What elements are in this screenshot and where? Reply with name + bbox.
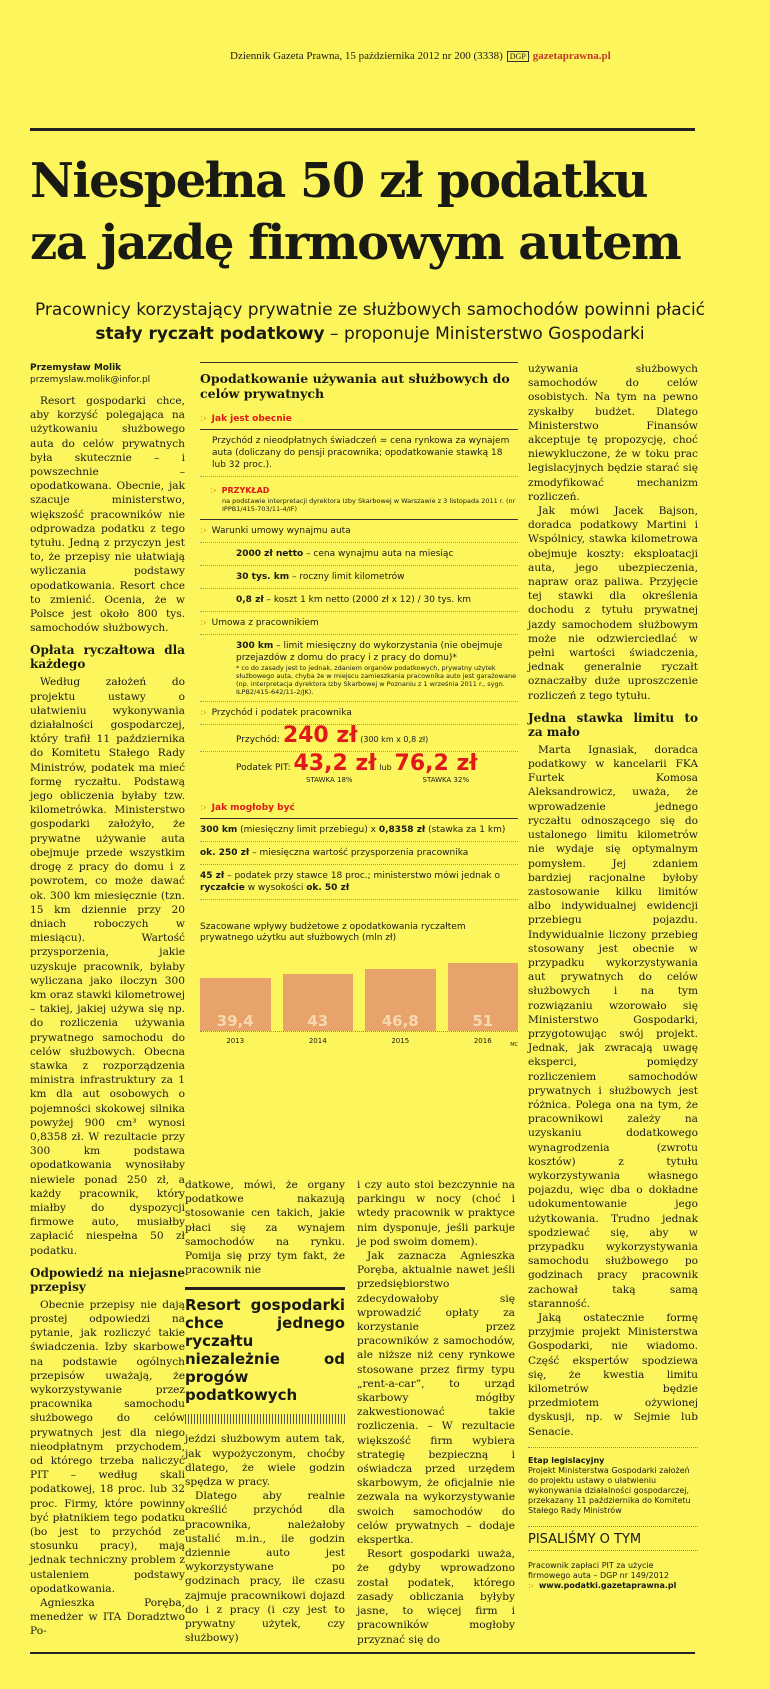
x-tick-label: 2014: [308, 1037, 327, 1045]
dgp-logo: DGP: [507, 51, 529, 62]
paragraph: jeździ służbowym autem tak, jak wypożyczonym, choćby dlatego, że wiele godzin spędza w pracy.: [185, 1433, 345, 1489]
example: [200, 477, 518, 520]
web-link[interactable]: www.podatki.gazetaprawna.pl: [538, 1581, 677, 1591]
x-tick-label: 2015: [391, 1037, 410, 1045]
headline: Niespełna 50 zł podatku za jazdę firmowym autem: [30, 153, 681, 271]
subheading: Opłata ryczałtowa dla każdego: [30, 643, 185, 672]
paragraph: datkowe, mówi, że organy podatkowe nakazują stosowanie cen takich, jakie płaci się za wynajem samochodów na rynku. Pomija się przy tym fakt, że pracownik nie: [185, 1179, 345, 1277]
paragraph: Według założeń do projektu ustawy o ułatwieniu wykonywania działalności gospodarczej, który trafił 11 października do Komitetu Stałego Rady Ministrów, podatek ma mieć formę ryczałtu. Podstawą jego obliczenia byłaby tzw. kilometrówka. Ministerstwo gospodarki założyło, że prywatne używanie auta obejmuje przede wszystkim drogę z pracy do domu i z powrotem, co może dawać ok. 300 km miesięcznie (tzn. 15 km dziennie przy 20 dniach roboczych w miesiącu). Wartość przysporzenia, jakie uzyskuje pracownik, byłaby wyliczana jako iloczyn 300 km oraz stawki kilometrowej – takiej, jakiej używa się np. do rozliczenia używania prywatnego samochodu do celów służbowych. Obecna stawka z rozporządzenia ministra infrastruktury za 1 km dla aut osobowych o pojemności skokowej silnika powyżej 900 cm³ wynosi 0,8358 zł. W rezultacie przy 300 km podstawa opodatkowania wynosiłaby niewiele ponad 250 zł, a każdy pracownik, który miałby do dyspozycji firmowe auto, musiałby zapłacić niespełna 50 zł podatku.: [30, 676, 186, 1257]
income-label: Przychód:: [236, 735, 280, 745]
site-link[interactable]: gazetaprawna.pl: [532, 50, 611, 62]
value: 300 km: [236, 641, 274, 651]
arrow-icon: :›: [200, 708, 207, 718]
footnote: * co do zasady jest to jednak, zdaniem organów podatkowych, prywatny użytek służbowego auta, chyba że w miejscu zamieszkania pracownika auto jest garażowane (np. interpretacja dyrektora Izby Skarbowej w Poznaniu z 1 września 2011 r., sygn. ILPB2/415-642/11-2/JK).: [236, 664, 517, 696]
page-header: [230, 50, 611, 62]
desc: – limit miesięczny do wykorzystania (nie obejmuje przejazdów z domu do pracy i z pracy do domu)*: [236, 641, 503, 663]
sub-b: stały ryczałt podatkowy: [95, 324, 325, 344]
paragraph: Marta Ignasiak, doradca podatkowy w kancelarii FKA Furtek Komosa Aleksandrowicz, uważa, że wprowadzenie jednego ryczałtu odnoszącego się do ustalonego limitu kilometrów nie wydaje się optymalnym pomysłem. Jej zdaniem bardziej racjonalne byłoby zastosowanie kilku limitów albo indywidualnej ewidencji przebiegu pojazdu. Indywidualnie liczony przebieg stosowany jest obecnie w przypadku wykorzystywania aut prywatnych do celów służbowych i na tym rozwiązaniu wzorowało się Ministerstwo Gospodarki, przygotowując swój projekt. Jednak, jak zwracają uwagę eksperci, pomiędzy rozliczeniem samochodów prywatnych i służbowych jest różnica. Polega ona na tym, że pracownikowi zależy na uzyskaniu dodatkowego wynagrodzenia (zwrotu kosztów) z tytułu wykorzystywania własnego pojazdu, więc dba o dokładne udokumentowanie jego użytkowania. Trudno jednak spodziewać się, aby w przypadku wykorzystywania samochodu służbowego po godzinach pracy pracownik zachował taką samą staranność.: [528, 743, 698, 1310]
value: 0,8 zł: [236, 595, 264, 605]
desc: (miesięczny limit przebiegu) x: [237, 825, 379, 835]
rate-32: STAWKA 32%: [422, 776, 470, 784]
income-row: [200, 725, 518, 752]
bottom-rule: [30, 1652, 695, 1654]
desc: w wysokości: [244, 883, 307, 893]
sub-a: Pracownicy korzystający prywatnie ze służbowych samochodów powinni płacić: [34, 300, 706, 320]
paragraph: Jaką ostatecznie formę przyjmie projekt Ministerstwa Gospodarki, nie wiadomo. Część ekspertów spodziewa się, że kwestia limitu kilometrów będzie przedmiotem ożywionej dyskusji, np. w Sejmie lub Senacie.: [528, 1312, 698, 1438]
row: [200, 589, 518, 612]
or: lub: [379, 763, 392, 772]
desc: (stawka za 1 km): [425, 825, 506, 835]
column-3: [528, 362, 698, 1591]
row: [200, 842, 518, 865]
subsection-label: Przychód i podatek pracownika: [211, 708, 352, 718]
subsection-label: Umowa z pracownikiem: [211, 618, 319, 628]
income-value: 240 zł: [282, 723, 358, 748]
paragraph: Obecnie przepisy nie dają prostej odpowiedzi na pytanie, jak rozliczyć takie świadczenia. Izby skarbowe na podstawie ogólnych przepisów uważają, że wykorzystywanie przez pracownika samochodu służbowego do celów prywatnych jest dla niego nieodpłatnym przychodem, od którego trzeba naliczyć PIT – według skali podatkowej, 18 proc. lub 32 proc. Firmy, które powinny być płatnikiem tego podatku (bo jest to przychód ze stosunku pracy), mają jednak techniczny problem z ustaleniem podstawy opodatkowania.: [30, 1298, 185, 1595]
example-label: PRZYKŁAD: [221, 486, 270, 495]
subsection: [200, 702, 518, 725]
subsection: [200, 520, 518, 543]
chart-title: Szacowane wpływy budżetowe z opodatkowania ryczałtem prywatnego użytku aut służbowych (mln zł): [200, 922, 466, 943]
row: [200, 543, 518, 566]
bar-chart: [200, 952, 518, 1032]
column-1: [30, 362, 185, 1639]
income-calc: (300 km x 0,8 zł): [360, 735, 429, 744]
pit-32: 76,2 zł: [394, 751, 478, 776]
desc: – podatek przy stawce 18 proc.; ministerstwo mówi jednak o: [224, 871, 500, 881]
stage-title: Etap legislacyjny: [528, 1455, 605, 1465]
value: 300 km: [200, 825, 238, 835]
value: 2000 zł netto: [236, 549, 304, 559]
value: 0,8358 zł: [378, 825, 426, 835]
paragraph: Resort gospodarki chce, aby korzyść polegająca na użytkowaniu służbowego auta do celów prywatnych była skutecznie – i powszechnie – opodatkowana. Obecnie, jak szacuje ministerstwo, większość pracowników nie odprowadza podatku z tego tytułu. Jedną z przyczyn jest to, że przepisy nie ułatwiają wyliczania podstawy opodatkowania. Resort chce to zmienić. Ocenia, że w Polsce jest około 800 tys. samochodów służbowych.: [30, 395, 185, 635]
infobox: [200, 362, 518, 1051]
row: [200, 635, 518, 702]
we-wrote-heading: PISALIŚMY O TYM: [528, 1526, 698, 1551]
hatch-divider: [185, 1414, 345, 1424]
arrow-icon: :›: [200, 414, 207, 424]
bar-label: 39,4: [216, 1012, 254, 1030]
byline: [30, 362, 185, 386]
subheadline: [30, 298, 710, 346]
we-wrote-text: Pracownik zapłaci PIT za użycie firmowego auta – DGP nr 149/2012: [528, 1561, 669, 1581]
paragraph: Resort gospodarki uważa, że gdyby wprowadzono został podatek, którego zasady obliczania byłyby jasne, to więcej firm i pracowników mogłoby przyznać się do: [357, 1548, 515, 1646]
header-text: Dziennik Gazeta Prawna, 15 października 2012 nr 200 (3338): [230, 50, 503, 62]
value: ok. 50 zł: [306, 883, 350, 893]
pit-row: [200, 752, 518, 796]
arrow-icon: :›: [210, 486, 217, 496]
arrow-icon: :›: [528, 1581, 534, 1591]
bar-2014: [283, 974, 354, 1031]
x-tick-label: 2013: [226, 1037, 245, 1045]
paragraph: Agnieszka Poręba, menedżer w ITA Doradztwo Po-: [30, 1597, 185, 1638]
bar-label: 51: [472, 1012, 494, 1030]
x-tick-label: 2016: [473, 1037, 492, 1045]
column-2b: [357, 1178, 515, 1647]
arrow-icon: :›: [200, 618, 207, 628]
desc: – roczny limit kilometrów: [289, 572, 405, 582]
author-name: Przemysław Molik: [30, 363, 122, 373]
value: 30 tys. km: [236, 572, 290, 582]
value: ok. 250 zł: [200, 848, 250, 858]
subheading: Odpowiedź na niejasne przepisy: [30, 1265, 185, 1294]
arrow-icon: :›: [200, 803, 207, 813]
paragraph: używania służbowych samochodów do celów osobistych. Na tym na pewno zyskałby budżet. Dlatego Ministerstwo Finansów akceptuje tę propozycję, choć niewykluczone, że w toku prac legislacyjnych będzie starać się zmodyfikować mechanizm rozliczeń.: [528, 363, 698, 503]
now-text: Przychód z nieodpłatnych świadczeń = cena rynkowa za wynajem auta (doliczany do pensji pracownika; opodatkowanie stawką 18 lub 32 proc.).: [200, 430, 518, 477]
arrow-icon: :›: [200, 526, 207, 536]
rate-18: STAWKA 18%: [306, 776, 353, 784]
infobox-title: Opodatkowanie używania aut służbowych do celów prywatnych: [200, 371, 510, 401]
paragraph: Dlatego aby realnie określić przychód dla pracownika, należałoby ustalić m.in., ile godzin dziennie auto jest wykorzystywane po godzinach pracy, ile czasu zajmuje pracownikowi dojazd do i z pracy (i czy jest to prywatny użytek, czy służbowy): [185, 1490, 345, 1645]
pit-label: Podatek PIT:: [236, 763, 291, 773]
section-now: [200, 411, 518, 430]
value: ryczałcie: [200, 883, 245, 893]
subheading: Jedna stawka limitu to za mało: [528, 710, 698, 739]
subsection-label: Warunki umowy wynajmu auta: [211, 526, 351, 536]
section-could: [200, 800, 518, 819]
bar-label: 43: [307, 1012, 329, 1030]
pull-quote: Resort gospodarki chce jednego ryczałtu niezależnie od progów podatkowych: [185, 1287, 345, 1404]
legislative-stage: [528, 1447, 698, 1516]
desc: – miesięczna wartość przysporzenia pracownika: [249, 848, 469, 858]
pit-18: 43,2 zł: [293, 751, 377, 776]
column-2a: [185, 1178, 345, 1645]
section-label: Jak mogłoby być: [211, 803, 295, 813]
value: 45 zł: [200, 871, 225, 881]
paragraph: Jak zaznacza Agnieszka Poręba, aktualnie nawet jeśli przedsiębiorstwo zdecydowałoby się wprowadzić opłaty za korzystanie przez pracowników z samochodów, ale niższe niż ceny rynkowe stosowane przez firmy typu „rent-a-car”, to urząd skarbowy mógłby zakwestionować takie rozliczenia. – W rezultacie większość firm wybiera strategię bezpieczną i oświadcza przed urzędem skarbowym, że oficjalnie nie zezwala na wykorzystywanie swoich samochodów do celów prywatnych – dodaje ekspertka.: [357, 1250, 515, 1547]
paragraph: Jak mówi Jacek Bajson, doradca podatkowy Martini i Wspólnicy, stawka kilometrowa obejmuje koszty: eksploatacji auta, jego ubezpieczenia, napraw oraz paliwa. Przyjęcie tej stawki dla określenia dochodu z tytułu prywatnej jazdy samochodem służbowym może nie odzwierciedlać w pełni wartości świadczenia, jednak generalnie ryczałt oznaczałby duże uproszczenie rozliczeń z tego tytułu.: [528, 505, 698, 702]
desc: – cena wynajmu auta na miesiąc: [303, 549, 454, 559]
top-rule: [30, 128, 695, 131]
bar-2013: [200, 978, 271, 1031]
sub-c: – proponuje Ministerstwo Gospodarki: [324, 324, 645, 344]
row: [200, 566, 518, 589]
subsection: [200, 612, 518, 635]
bar-2016: [448, 963, 519, 1031]
row: [200, 865, 518, 900]
desc: – koszt 1 km netto (2000 zł x 12) / 30 tys. km: [263, 595, 472, 605]
bar-label: 46,8: [381, 1012, 419, 1030]
paragraph: i czy auto stoi bezczynnie na parkingu w nocy (choć i wtedy pracownik w praktyce nim dysponuje, jeśli parkuje je pod swoim domem).: [357, 1179, 515, 1248]
author-email[interactable]: przemyslaw.molik@infor.pl: [30, 375, 151, 385]
section-label: Jak jest obecnie: [211, 414, 292, 424]
example-source: na podstawie interpretacji dyrektora Izby Skarbowej w Warszawie z 3 listopada 2011 r. (nr IPPB1/415-703/11-4/IF): [222, 497, 516, 513]
stage-text: Projekt Ministerstwa Gospodarki założeń do projektu ustawy o ułatwieniu wykonywania działalności gospodarczej, przekazany 11 października do Komitetu Stałego Rady Ministrów: [528, 1465, 691, 1515]
bar-2015: [365, 969, 436, 1031]
row: [200, 819, 518, 842]
we-wrote-box: [528, 1553, 698, 1591]
chart-credit: MC: [510, 1042, 518, 1048]
